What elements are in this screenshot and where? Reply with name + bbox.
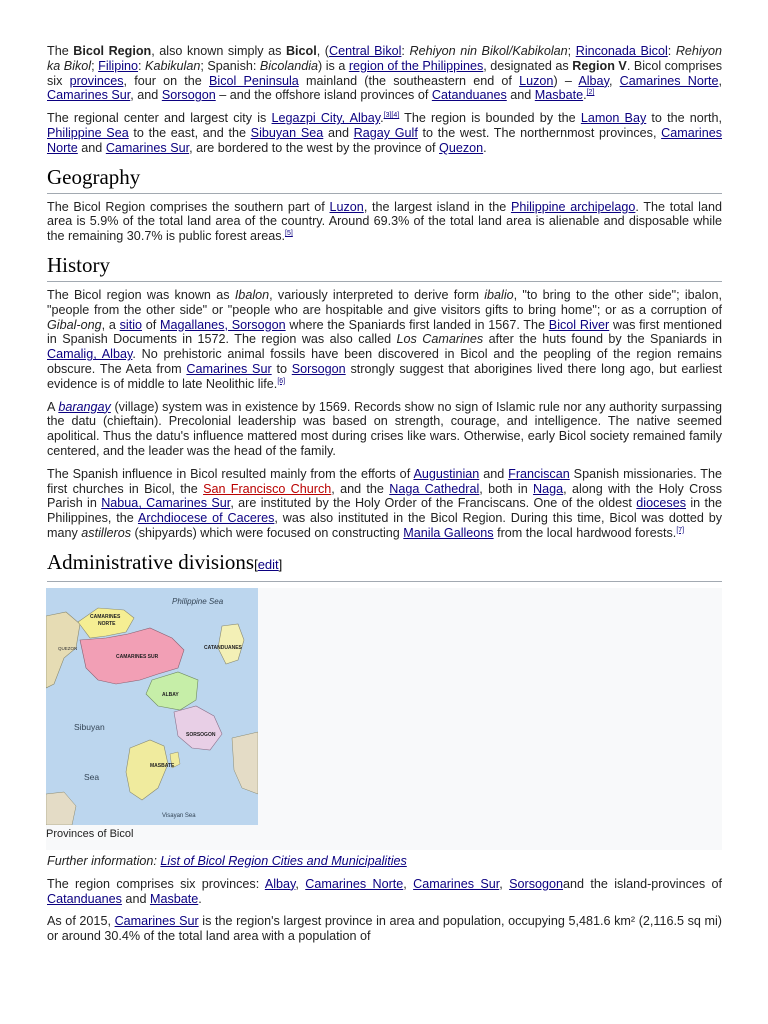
wiki-link[interactable]: Rinconada Bicol	[575, 44, 668, 58]
citation-link[interactable]: [2]	[586, 89, 595, 97]
history-paragraph-1: The Bicol region was known as Ibalon, variously interpreted to derive form ibalio, "to bring to the other side"; ibalon, "people from the other side" or "people who are hospitable and give visitors gifts to bring home"; or as a corruption of Gibal-ong, a sitio of Magallanes, Sorsogon where the Spaniards first landed in 1567. The Bicol River was first mentioned in Spanish Documents in 1572. The region was also called Los Camarines after the huts found by the Spaniards in Camalig, Albay. No prehistoric animal fossils have been discovered in Bicol and the peopling of the region remains obscure. The Aeta from Camarines Sur to Sorsogon strongly suggest that aborigines lived there long ago, but earliest evidence is of middle to late Neolithic life.[6]	[47, 287, 722, 391]
wiki-link[interactable]: Sibuyan Sea	[250, 125, 324, 140]
citation	[676, 527, 684, 534]
heading-administrative-divisions	[47, 549, 722, 582]
italic-text: Rehiyon ka Bikol	[47, 44, 723, 73]
wiki-link[interactable]: Camarines Norte	[47, 125, 723, 155]
wiki-link[interactable]: Camarines Sur	[114, 914, 199, 929]
citation-link[interactable]: [7]	[676, 526, 685, 534]
further-prefix: Further information:	[47, 853, 161, 868]
wiki-link[interactable]: Luzon	[519, 73, 554, 88]
history-paragraph-2: A barangay (village) system was in existence by 1569. Records show no sign of Islamic rule nor any authority surpassing the datu (chieftain). Precolonial leadership was based on strength, courage, and intelligence. The native seemed apolitical. Thus the datu's influence mattered most during crises like wars. Otherwise, early Bicol society remained family centered, and the leader was the head of the family.	[47, 399, 722, 458]
history-paragraph-3: The Spanish influence in Bicol resulted mainly from the efforts of Augustinian and Franciscan Spanish missionaries. The first churches in Bicol, the San Francisco Church, and the Naga Cathedral, both in Naga, along with the Holy Cross Parish in Nabua, Camarines Sur, are instituted by the Holy Order of the Franciscans. One of the oldest dioceses in the Philippines, the Archdiocese of Caceres, was also instituted in the Bicol Region. During this time, Bicol was dotted by many astilleros (shipyards) which were focused on constructing Manila Galleons from the local hardwood forests.[7]	[47, 466, 723, 540]
italic-text: Rehiyon nin Bikol/Kabikolan	[409, 44, 568, 58]
map-label-visayan-sea: Visayan Sea	[162, 812, 196, 819]
wiki-link[interactable]: Camarines Sur	[105, 140, 190, 155]
wiki-link[interactable]: Naga Cathedral	[389, 481, 480, 496]
wiki-link[interactable]: Masbate	[149, 891, 199, 906]
map-label-masbate: MASBATE	[150, 762, 175, 769]
citation-link[interactable]: [3][4]	[383, 112, 400, 119]
wiki-link[interactable]: Albay	[264, 876, 296, 891]
wiki-link[interactable]: Quezon	[439, 140, 484, 155]
wiki-link[interactable]: Catanduanes	[431, 88, 507, 103]
wiki-link[interactable]: Magallanes, Sorsogon	[160, 317, 286, 332]
italic-text: astilleros	[81, 525, 131, 540]
italic-text: Bicolandia	[259, 58, 319, 73]
wiki-link[interactable]: Sorsogon	[291, 361, 346, 376]
wiki-link[interactable]: Franciscan	[508, 466, 570, 481]
admin-paragraph-1: The region comprises six provinces: Albay, Camarines Norte, Camarines Sur, Sorsogonand the island-provinces of Catanduanes and Masbate.	[47, 876, 723, 906]
wiki-link[interactable]: region of the Philippines	[348, 58, 484, 73]
wiki-link[interactable]: Nabua, Camarines Sur	[101, 496, 231, 511]
wiki-link[interactable]: Sorsogon	[161, 88, 216, 103]
map-label-quezon: QUEZON	[58, 645, 78, 651]
bold-text: Region V	[572, 58, 627, 73]
wiki-link[interactable]: sitio	[119, 317, 143, 332]
admin-paragraph-2: As of 2015, Camarines Sur is the region's largest province in area and population, occupying 5,481.6 km² (2,116.5 sq mi) or around 30.4% of the total land area with a population of	[47, 914, 722, 944]
wiki-link[interactable]: Lamon Bay	[580, 111, 647, 126]
wiki-link[interactable]: Bicol Peninsula	[209, 73, 299, 88]
wiki-link[interactable]: Naga	[533, 481, 564, 496]
heading-geography: Geography	[47, 164, 722, 194]
wiki-link[interactable]: Albay	[578, 73, 609, 88]
map-label-camarines-norte-2: NORTE	[98, 620, 116, 627]
citation	[285, 230, 293, 237]
map-label-camarines-norte-1: CAMARINES	[90, 613, 121, 620]
map-caption: Provinces of Bicol	[46, 827, 134, 840]
wiki-link[interactable]: Masbate	[534, 88, 584, 103]
map-label-sorsogon: SORSOGON	[186, 731, 216, 738]
citation	[587, 89, 595, 96]
wiki-link[interactable]: Camarines Sur	[186, 361, 272, 376]
italic-text: Ibalon	[234, 287, 270, 302]
heading-admin-text: Administrative divisions	[47, 549, 255, 574]
figure-box	[46, 588, 722, 850]
bicol-provinces-map[interactable]	[46, 588, 258, 825]
map-label-camarines-sur: CAMARINES SUR	[116, 653, 159, 660]
wiki-link[interactable]: dioceses	[636, 496, 687, 511]
map-label-sibuyan-1: Sibuyan	[74, 721, 105, 732]
wiki-link[interactable]: Sorsogon	[509, 876, 564, 891]
italic-text: ibalio	[484, 287, 514, 302]
heading-history: History	[47, 252, 722, 282]
wiki-link[interactable]: Legazpi City, Albay	[271, 111, 381, 126]
citation-link[interactable]: [6]	[277, 377, 286, 385]
wiki-link[interactable]: Camarines Sur	[413, 876, 500, 891]
geography-paragraph-1: The Bicol Region comprises the southern part of Luzon, the largest island in the Philippine archipelago. The total land area is 5.9% of the total land area of the country. Around 69.3% of the total land area is alienable and disposable while the remaining 30.7% is public forest areas.[5]	[47, 199, 722, 244]
wiki-link[interactable]: Camarines Norte	[305, 876, 404, 891]
citation	[277, 378, 285, 385]
further-information	[47, 854, 722, 869]
wiki-link[interactable]: Augustinian	[413, 466, 480, 481]
wiki-link[interactable]: barangay	[58, 399, 111, 414]
bold-text: Bicol Region	[73, 44, 152, 58]
wiki-link[interactable]: Ragay Gulf	[353, 125, 418, 140]
article-body	[47, 44, 722, 952]
wiki-link[interactable]: San Francisco Church	[203, 481, 332, 496]
bold-text: Bicol	[285, 44, 317, 58]
italic-text: Los Camarines	[396, 332, 484, 347]
wiki-link[interactable]: Philippine archipelago	[510, 199, 636, 214]
wiki-link[interactable]: Philippine Sea	[47, 125, 129, 140]
edit-section-link: [edit]	[254, 556, 283, 572]
wiki-link[interactable]: Camarines Sur	[47, 88, 131, 103]
citation	[384, 112, 400, 119]
citation-link[interactable]: [5]	[285, 229, 293, 237]
wiki-link[interactable]: Central Bikol	[328, 44, 402, 58]
map-label-philippine-sea: Philippine Sea	[172, 596, 224, 606]
wiki-link[interactable]: Camalig, Albay	[47, 347, 133, 362]
intro-paragraph-2: The regional center and largest city is Legazpi City, Albay.[3][4] The region is bounded by the Lamon Bay to the north, Philippine Sea to the east, and the Sibuyan Sea and Ragay Gulf to the west. The northernmost provinces, Camarines Norte and Camarines Sur, are bordered to the west by the province of Quezon.	[47, 111, 723, 155]
italic-text: Gibal-ong	[47, 317, 102, 332]
wiki-link[interactable]: Luzon	[329, 199, 364, 214]
wiki-link[interactable]: Camarines Norte	[619, 73, 719, 88]
wiki-link[interactable]: Bicol River	[548, 317, 610, 332]
map-drawing	[46, 588, 258, 825]
italic-text: Kabikulan	[145, 58, 201, 73]
further-link[interactable]: List of Bicol Region Cities and Municipalities	[160, 853, 407, 868]
map-label-catanduanes: CATANDUANES	[204, 644, 242, 651]
wiki-link[interactable]: Manila Galleons	[403, 525, 494, 540]
intro-paragraph-1: The Bicol Region, also known simply as Bicol, (Central Bikol: Rehiyon nin Bikol/Kabikolan; Rinconada Bicol: Rehiyon ka Bikol; Filipino: Kabikulan; Spanish: Bicolandia) is a region of the Philippines, designated as Region V. Bicol comprises six provinces, four on the Bicol Peninsula mainland (the southeastern end of Luzon) – Albay, Camarines Norte, Camarines Sur, and Sorsogon – and the offshore island provinces of Catanduanes and Masbate.[2]	[47, 44, 723, 103]
edit-link[interactable]: edit	[257, 556, 279, 572]
map-label-albay: ALBAY	[162, 691, 179, 698]
map-label-sibuyan-2: Sea	[84, 771, 100, 782]
wiki-link[interactable]: Archdiocese of Caceres	[137, 511, 275, 526]
wiki-link[interactable]: Filipino	[98, 58, 139, 73]
wiki-link[interactable]: provinces	[69, 73, 124, 88]
wiki-link[interactable]: Catanduanes	[47, 891, 122, 906]
